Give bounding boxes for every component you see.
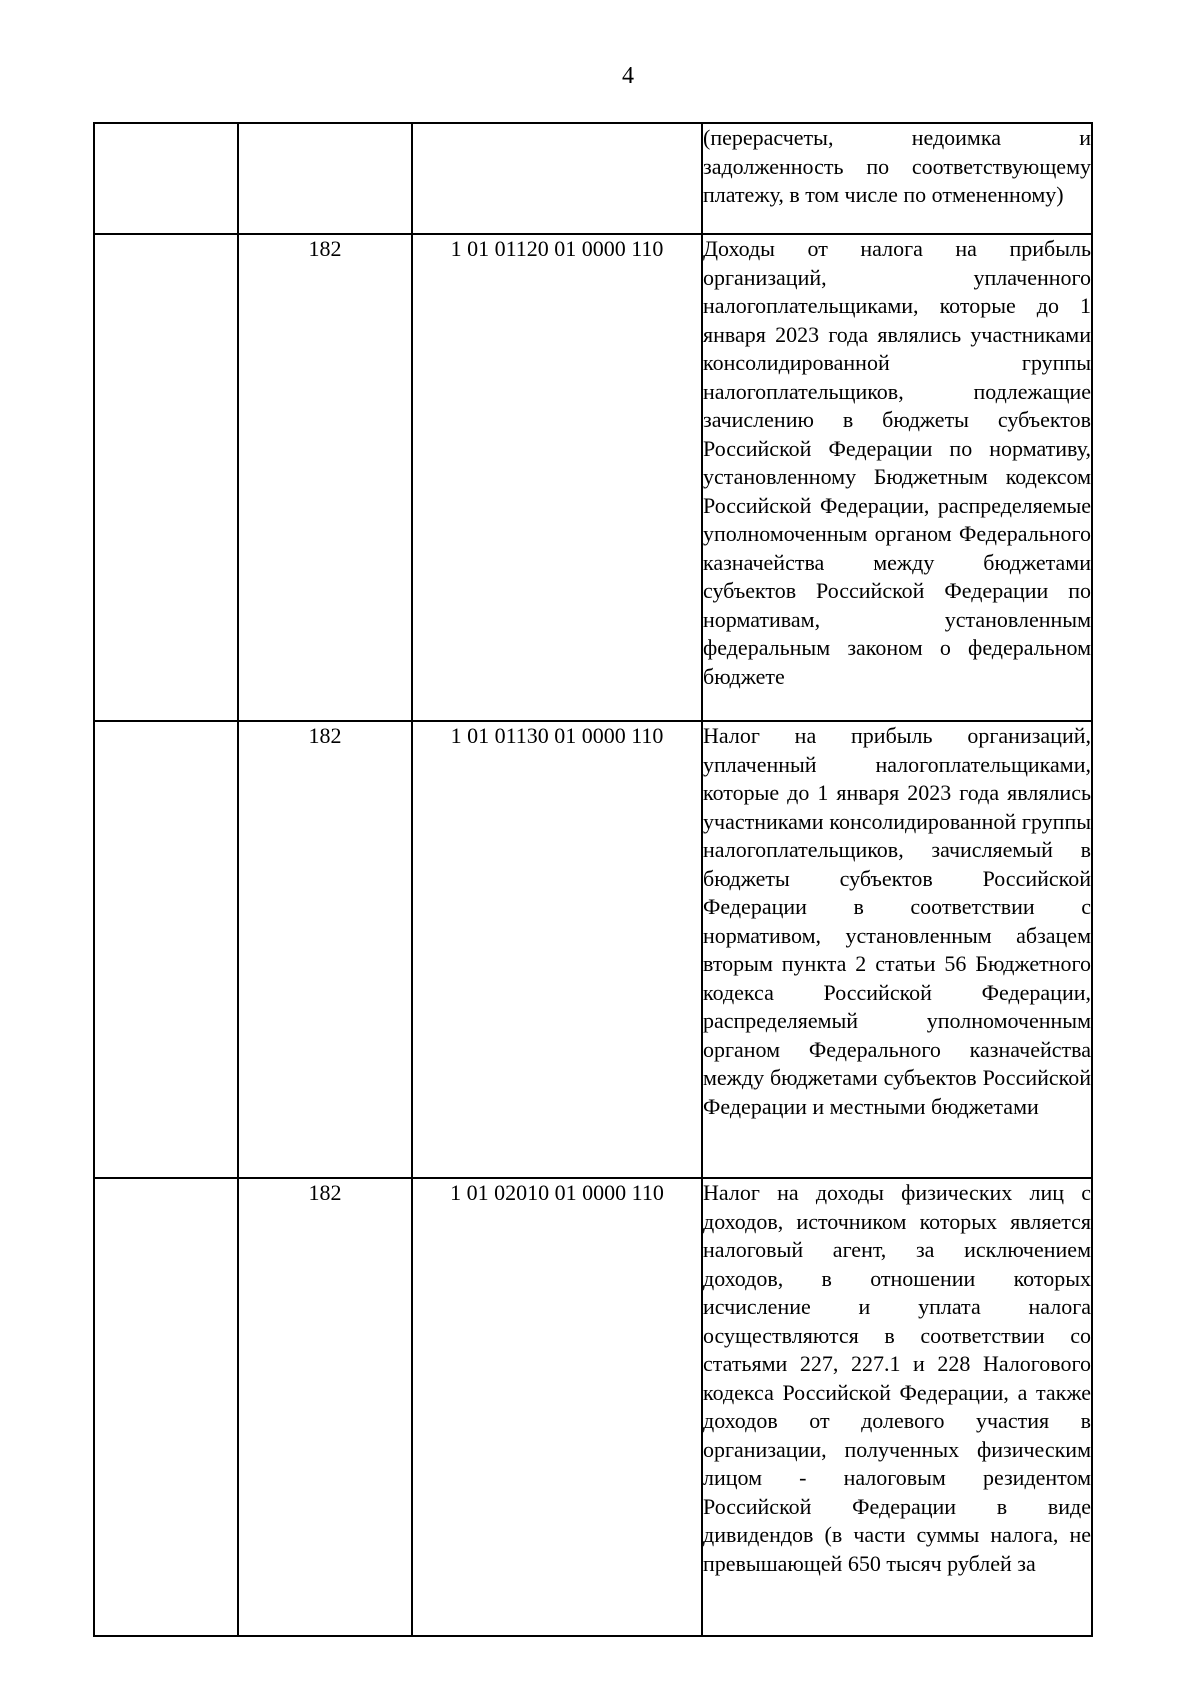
kbk-code-cell: 1 01 01130 01 0000 110 [412, 721, 702, 1178]
empty-cell [94, 1178, 238, 1636]
table-row [94, 1178, 1092, 1636]
description-cell: Налог на доходы физических лиц с доходов, источником которых является налоговый агент, за исключением доходов, в отношении которых исчисление и уплата налога осуществляются в соответствии со статьями 227, 227.1 и 228 Налогового кодекса Российской Федерации, а также доходов от долевого участия в организации, полученных физическим лицом - налоговым резидентом Российской Федерации в виде дивидендов (в части суммы налога, не превышающей 650 тысяч рублей за [702, 1178, 1092, 1636]
admin-code-cell: 182 [238, 234, 412, 721]
description-cell: (перерасчеты, недоимка и задолженность по соответствующему платежу, в том числе по отмененному) [702, 123, 1092, 234]
admin-code-cell: 182 [238, 1178, 412, 1636]
admin-code-cell [238, 123, 412, 234]
table-row [94, 234, 1092, 721]
kbk-code-cell [412, 123, 702, 234]
table-row [94, 721, 1092, 1178]
empty-cell [94, 234, 238, 721]
empty-cell [94, 721, 238, 1178]
description-cell: Налог на прибыль организаций, уплаченный налогоплательщиками, которые до 1 января 2023 года являлись участниками консолидированной группы налогоплательщиков, зачисляемый в бюджеты субъектов Российской Федерации в соответствии с нормативом, установленным абзацем вторым пункта 2 статьи 56 Бюджетного кодекса Российской Федерации, распределяемый уполномоченным органом Федерального казначейства между бюджетами субъектов Российской Федерации и местными бюджетами [702, 721, 1092, 1178]
description-cell: Доходы от налога на прибыль организаций, уплаченного налогоплательщиками, которые до 1 января 2023 года являлись участниками консолидированной группы налогоплательщиков, подлежащие зачислению в бюджеты субъектов Российской Федерации по нормативу, установленному Бюджетным кодексом Российской Федерации, распределяемые уполномоченным органом Федерального казначейства между бюджетами субъектов Российской Федерации по нормативам, установленным федеральным законом о федеральном бюджете [702, 234, 1092, 721]
revenue-classification-table [93, 122, 1093, 1637]
kbk-code-cell: 1 01 01120 01 0000 110 [412, 234, 702, 721]
page-number: 4 [622, 63, 634, 89]
empty-cell [94, 123, 238, 234]
table-row [94, 123, 1092, 234]
kbk-code-cell: 1 01 02010 01 0000 110 [412, 1178, 702, 1636]
admin-code-cell: 182 [238, 721, 412, 1178]
